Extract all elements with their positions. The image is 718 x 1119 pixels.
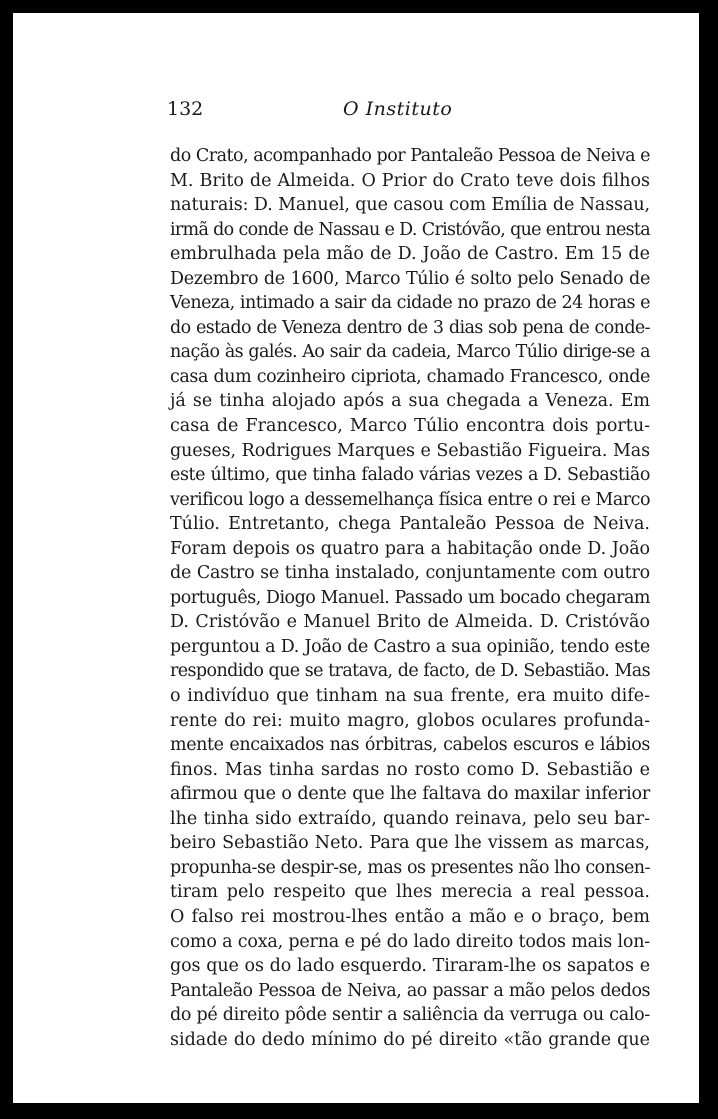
page-number: 132 <box>167 98 204 120</box>
text-line: O falso rei mostrou-lhes então a mão e o braço, bem <box>170 906 650 927</box>
text-line: rente do rei: muito magro, globos oculares profunda- <box>170 710 650 731</box>
text-line: Pantaleão Pessoa de Neiva, ao passar a mão pelos dedos <box>170 980 650 1001</box>
text-line: tiram pelo respeito que lhes merecia a real pessoa. <box>170 882 650 903</box>
running-title: O Instituto <box>343 98 453 120</box>
text-line: gos que os do lado esquerdo. Tiraram-lhe os sapatos e <box>170 956 650 977</box>
text-line: Veneza, intimado a sair da cidade no prazo de 24 horas e <box>170 293 650 314</box>
text-line: Foram depois os quatro para a habitação onde D. João <box>170 538 650 559</box>
text-line: embrulhada pela mão de D. João de Castro. Em 15 de <box>170 244 650 265</box>
text-line: propunha-se despir-se, mas os presentes não lho consen- <box>170 857 650 878</box>
text-line: de Castro se tinha instalado, conjuntamente com outro <box>170 563 650 584</box>
text-line: do estado de Veneza dentro de 3 dias sob pena de conde- <box>170 317 650 338</box>
text-line: já se tinha alojado após a sua chegada a Veneza. Em <box>170 391 650 412</box>
text-line: afirmou que o dente que lhe faltava do maxilar inferior <box>170 784 650 805</box>
text-line: do Crato, acompanhado por Pantaleão Pessoa de Neiva e <box>170 146 650 166</box>
text-line: irmã do conde de Nassau e D. Cristóvão, que entrou nesta <box>170 219 650 240</box>
text-line: gueses, Rodrigues Marques e Sebastião Figueira. Mas <box>170 440 650 461</box>
text-line: naturais: D. Manuel, que casou com Emília de Nassau, <box>170 195 650 216</box>
text-line: beiro Sebastião Neto. Para que lhe vissem as marcas, <box>170 833 650 854</box>
text-line: verificou logo a dessemelhança física entre o rei e Marco <box>170 489 650 510</box>
text-line: Túlio. Entretanto, chega Pantaleão Pessoa de Neiva. <box>170 514 650 535</box>
text-line: M. Brito de Almeida. O Prior do Crato teve dois filhos <box>170 170 650 191</box>
text-line: Dezembro de 1600, Marco Túlio é solto pelo Senado de <box>170 268 650 289</box>
text-line: casa dum cozinheiro cipriota, chamado Francesco, onde <box>170 366 650 387</box>
text-line: sidade do dedo mínimo do pé direito «tão grande que <box>170 1029 650 1050</box>
text-line: finos. Mas tinha sardas no rosto como D. Sebastião e <box>170 759 650 780</box>
text-line: D. Cristóvão e Manuel Brito de Almeida. D. Cristóvão <box>170 612 650 633</box>
text-line: perguntou a D. João de Castro a sua opinião, tendo este <box>170 636 650 657</box>
text-line: nação às galés. Ao sair da cadeia, Marco Túlio dirige-se a <box>170 342 650 363</box>
book-page <box>13 13 699 1103</box>
text-line: o indivíduo que tinham na sua frente, era muito dife- <box>170 686 650 707</box>
body-text <box>170 144 650 1052</box>
text-line: do pé direito pôde sentir a saliência da verruga ou calo- <box>170 1005 650 1026</box>
text-line: casa de Francesco, Marco Túlio encontra dois portu- <box>170 416 650 437</box>
text-line: como a coxa, perna e pé do lado direito todos mais lon- <box>170 931 650 952</box>
text-line: português, Diogo Manuel. Passado um bocado chegaram <box>170 587 650 608</box>
text-line: lhe tinha sido extraído, quando reinava, pelo seu bar- <box>170 808 650 829</box>
page-header <box>13 98 699 128</box>
text-line: este último, que tinha falado várias vezes a D. Sebastião <box>170 465 650 486</box>
text-line: mente encaixados nas órbitras, cabelos escuros e lábios <box>170 735 650 756</box>
text-line: respondido que se tratava, de facto, de D. Sebastião. Mas <box>170 661 650 682</box>
